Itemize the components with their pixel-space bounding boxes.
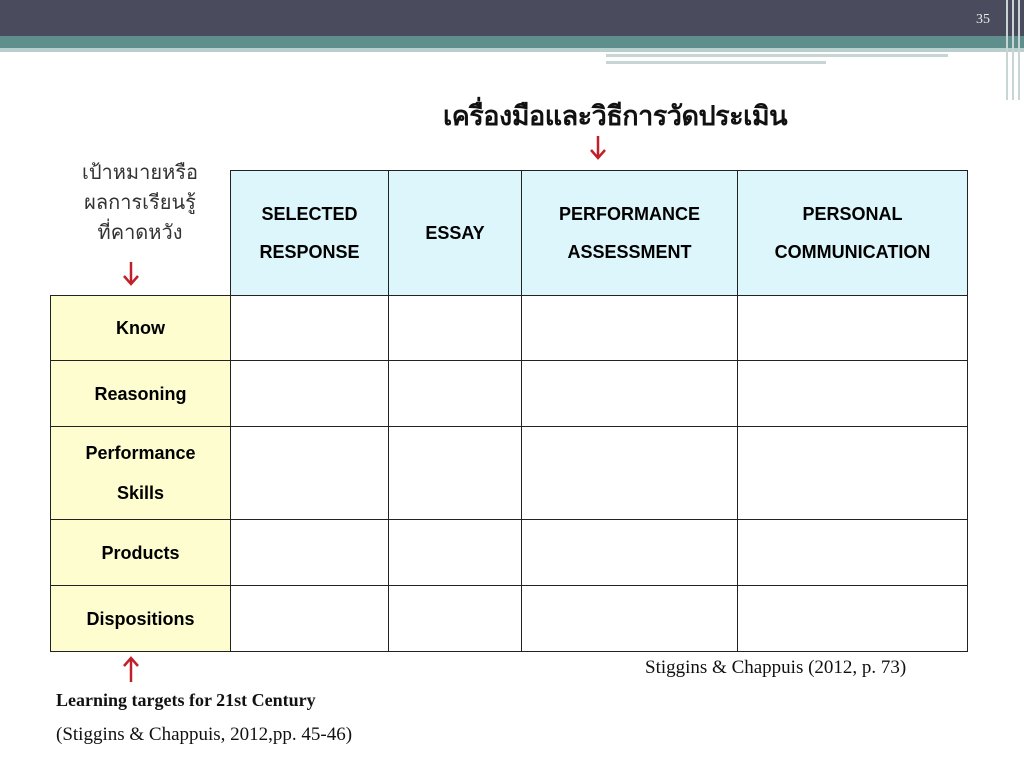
footer-title: Learning targets for 21st Century xyxy=(56,690,316,710)
column-header-line: ASSESSMENT xyxy=(567,242,692,262)
table-cell xyxy=(231,361,389,427)
table-row xyxy=(51,296,968,361)
row-header-reasoning: Reasoning xyxy=(51,361,231,427)
decorative-edge-line xyxy=(1012,0,1014,100)
top-light-bar xyxy=(0,48,1024,52)
table-cell xyxy=(389,361,522,427)
corner-cell xyxy=(51,171,231,296)
table-row xyxy=(51,520,968,586)
table-cell xyxy=(738,520,968,586)
column-header-line: PERFORMANCE xyxy=(558,204,700,224)
table-cell xyxy=(522,427,738,520)
table-cell xyxy=(389,586,522,652)
decorative-edge-line xyxy=(1006,0,1008,100)
row-header-line: Performance xyxy=(85,443,196,463)
column-header-personal-communication xyxy=(738,171,968,296)
column-header-selected-response xyxy=(231,171,389,296)
table-row xyxy=(51,586,968,652)
footer-citation: (Stiggins & Chappuis, 2012,pp. 45-46) xyxy=(56,724,353,745)
arrow-down-icon xyxy=(588,134,608,162)
table-cell xyxy=(231,427,389,520)
citation-right: Stiggins & Chappuis (2012, p. 73) xyxy=(645,657,907,678)
slide-number: 35 xyxy=(976,12,990,27)
row-header-products: Products xyxy=(51,520,231,586)
header-row xyxy=(51,171,968,296)
table-cell xyxy=(738,361,968,427)
column-header-essay xyxy=(389,171,522,296)
table-cell xyxy=(738,586,968,652)
table-cell xyxy=(522,361,738,427)
table-cell xyxy=(389,427,522,520)
top-teal-bar xyxy=(0,36,1024,48)
table-cell xyxy=(231,296,389,361)
arrow-up-icon xyxy=(121,654,141,684)
side-label-line: ที่คาดหวัง xyxy=(97,220,183,244)
column-header-line: SELECTED xyxy=(261,204,358,224)
table-cell xyxy=(389,520,522,586)
table-cell xyxy=(738,296,968,361)
table-row xyxy=(51,361,968,427)
table-cell xyxy=(522,586,738,652)
decorative-strip xyxy=(606,61,826,64)
table-cell xyxy=(389,296,522,361)
table-cell xyxy=(738,427,968,520)
side-label-line: เป้าหมายหรือ xyxy=(81,160,198,184)
table-cell xyxy=(522,520,738,586)
decorative-strip xyxy=(606,54,948,57)
slide-title: เครื่องมือและวิธีการวัดประเมิน xyxy=(443,101,788,132)
column-header-performance-assessment xyxy=(522,171,738,296)
row-header-dispositions: Dispositions xyxy=(51,586,231,652)
table-cell xyxy=(231,520,389,586)
decorative-edge-line xyxy=(1018,0,1020,100)
column-header-line: RESPONSE xyxy=(259,242,360,262)
table-cell xyxy=(522,296,738,361)
column-header-line: ESSAY xyxy=(425,223,485,243)
table-row xyxy=(51,427,968,520)
row-header-know: Know xyxy=(51,296,231,361)
assessment-matrix xyxy=(50,170,968,652)
column-header-line: PERSONAL xyxy=(802,204,903,224)
side-label-line: ผลการเรียนรู้ xyxy=(84,190,196,214)
row-header-performance-skills xyxy=(51,427,231,520)
row-header-line: Skills xyxy=(116,483,165,503)
top-dark-bar xyxy=(0,0,1024,36)
table-cell xyxy=(231,586,389,652)
column-header-line: COMMUNICATION xyxy=(774,242,931,262)
